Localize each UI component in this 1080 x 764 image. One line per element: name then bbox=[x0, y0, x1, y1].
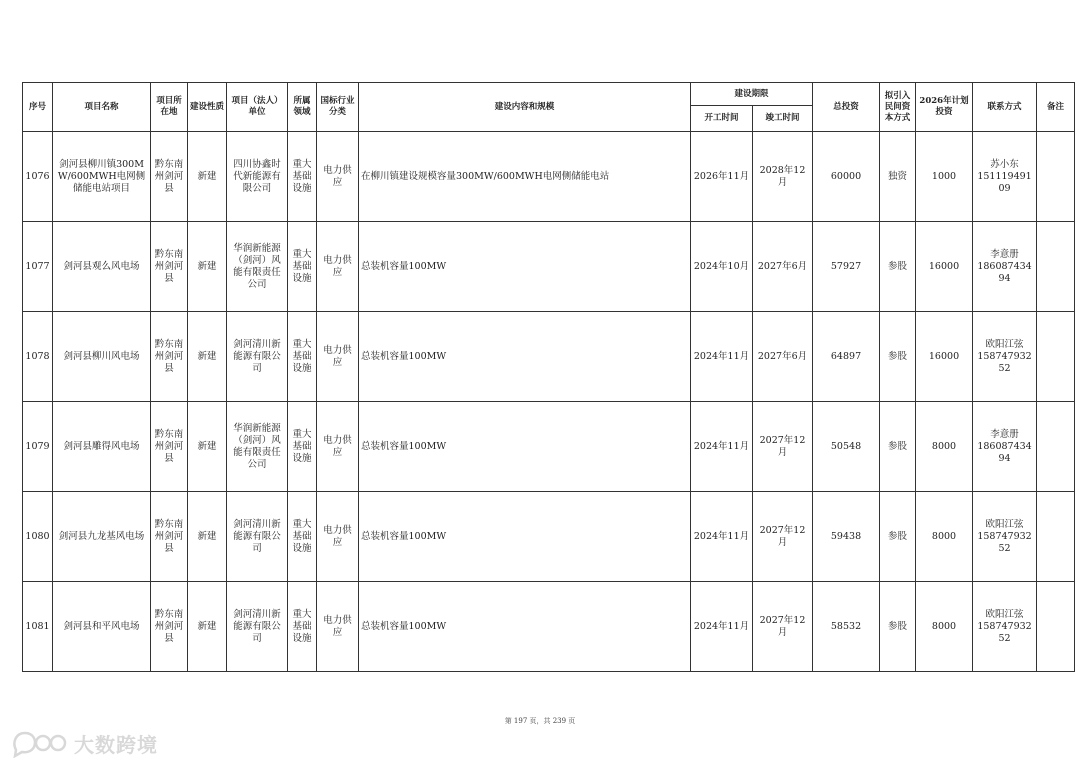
cell-legal-unit: 华润新能源（剑河）风能有限责任公司 bbox=[227, 402, 288, 492]
cell-end: 2027年12月 bbox=[753, 402, 813, 492]
cell-industry: 电力供应 bbox=[317, 312, 359, 402]
cell-nature: 新建 bbox=[188, 402, 227, 492]
cell-private-capital: 参股 bbox=[880, 312, 916, 402]
header-field: 所属领域 bbox=[288, 83, 317, 132]
contact-name: 李意册 bbox=[990, 248, 1019, 260]
contact-name: 欧阳江弦 bbox=[985, 518, 1024, 530]
cell-private-capital: 独资 bbox=[880, 132, 916, 222]
cell-content: 在柳川镇建设规模容量300MW/600MWH电网侧储能电站 bbox=[359, 132, 691, 222]
chat-bubble-logo-icon bbox=[10, 728, 70, 758]
cell-name: 剑河县观么风电场 bbox=[53, 222, 151, 312]
watermark bbox=[10, 728, 158, 758]
header-content: 建设内容和规模 bbox=[359, 83, 691, 132]
cell-field: 重大基础设施 bbox=[288, 132, 317, 222]
cell-contact bbox=[973, 312, 1037, 402]
cell-legal-unit: 四川协鑫时代新能源有限公司 bbox=[227, 132, 288, 222]
table-row bbox=[23, 492, 1075, 582]
cell-seq: 1076 bbox=[23, 132, 53, 222]
cell-content: 总装机容量100MW bbox=[359, 222, 691, 312]
cell-location: 黔东南州剑河县 bbox=[151, 402, 188, 492]
cell-start: 2026年11月 bbox=[691, 132, 753, 222]
header-industry: 国标行业分类 bbox=[317, 83, 359, 132]
cell-start: 2024年10月 bbox=[691, 222, 753, 312]
cell-legal-unit: 华润新能源（剑河）风能有限责任公司 bbox=[227, 222, 288, 312]
cell-plan-2026: 8000 bbox=[916, 402, 973, 492]
header-investment: 总投资 bbox=[813, 83, 880, 132]
cell-name: 剑河县柳川镇300MW/600MWH电网侧储能电站项目 bbox=[53, 132, 151, 222]
cell-industry: 电力供应 bbox=[317, 222, 359, 312]
cell-industry: 电力供应 bbox=[317, 402, 359, 492]
cell-field: 重大基础设施 bbox=[288, 582, 317, 672]
cell-nature: 新建 bbox=[188, 312, 227, 402]
header-legal-unit: 项目（法人）单位 bbox=[227, 83, 288, 132]
cell-remark bbox=[1037, 492, 1075, 582]
contact-phone: 18608743494 bbox=[977, 440, 1032, 464]
table-row bbox=[23, 312, 1075, 402]
cell-end: 2027年6月 bbox=[753, 312, 813, 402]
cell-nature: 新建 bbox=[188, 132, 227, 222]
cell-plan-2026: 1000 bbox=[916, 132, 973, 222]
cell-contact bbox=[973, 492, 1037, 582]
page-footer: 第 197 页，共 239 页 bbox=[504, 717, 576, 725]
cell-content: 总装机容量100MW bbox=[359, 402, 691, 492]
cell-name: 剑河县柳川风电场 bbox=[53, 312, 151, 402]
cell-plan-2026: 8000 bbox=[916, 582, 973, 672]
cell-contact bbox=[973, 582, 1037, 672]
cell-end: 2027年12月 bbox=[753, 492, 813, 582]
cell-legal-unit: 剑河清川新能源有限公司 bbox=[227, 582, 288, 672]
cell-content: 总装机容量100MW bbox=[359, 492, 691, 582]
cell-seq: 1078 bbox=[23, 312, 53, 402]
contact-phone: 15874793252 bbox=[977, 350, 1032, 374]
contact-name: 欧阳江弦 bbox=[985, 608, 1024, 620]
header-name: 项目名称 bbox=[53, 83, 151, 132]
cell-remark bbox=[1037, 132, 1075, 222]
cell-investment: 50548 bbox=[813, 402, 880, 492]
cell-field: 重大基础设施 bbox=[288, 492, 317, 582]
cell-investment: 59438 bbox=[813, 492, 880, 582]
table-row bbox=[23, 402, 1075, 492]
contact-phone: 15874793252 bbox=[977, 530, 1032, 554]
cell-name: 剑河县和平风电场 bbox=[53, 582, 151, 672]
cell-nature: 新建 bbox=[188, 492, 227, 582]
cell-plan-2026: 8000 bbox=[916, 492, 973, 582]
cell-location: 黔东南州剑河县 bbox=[151, 582, 188, 672]
header-seq: 序号 bbox=[23, 83, 53, 132]
header-remark: 备注 bbox=[1037, 83, 1075, 132]
cell-content: 总装机容量100MW bbox=[359, 312, 691, 402]
cell-private-capital: 参股 bbox=[880, 492, 916, 582]
cell-start: 2024年11月 bbox=[691, 402, 753, 492]
cell-end: 2027年6月 bbox=[753, 222, 813, 312]
cell-contact bbox=[973, 222, 1037, 312]
contact-phone: 15111949109 bbox=[977, 170, 1032, 194]
cell-end: 2028年12月 bbox=[753, 132, 813, 222]
cell-private-capital: 参股 bbox=[880, 222, 916, 312]
cell-field: 重大基础设施 bbox=[288, 402, 317, 492]
cell-remark bbox=[1037, 582, 1075, 672]
cell-investment: 57927 bbox=[813, 222, 880, 312]
header-plan-2026: 2026年计划投资 bbox=[916, 83, 973, 132]
cell-content: 总装机容量100MW bbox=[359, 582, 691, 672]
cell-seq: 1080 bbox=[23, 492, 53, 582]
header-start: 开工时间 bbox=[691, 106, 753, 132]
project-table-sheet bbox=[22, 82, 1065, 672]
table-row bbox=[23, 132, 1075, 222]
cell-seq: 1077 bbox=[23, 222, 53, 312]
header-location: 项目所在地 bbox=[151, 83, 188, 132]
header-nature: 建设性质 bbox=[188, 83, 227, 132]
table-row bbox=[23, 222, 1075, 312]
cell-nature: 新建 bbox=[188, 222, 227, 312]
cell-start: 2024年11月 bbox=[691, 582, 753, 672]
contact-phone: 18608743494 bbox=[977, 260, 1032, 284]
cell-industry: 电力供应 bbox=[317, 492, 359, 582]
cell-start: 2024年11月 bbox=[691, 312, 753, 402]
cell-investment: 64897 bbox=[813, 312, 880, 402]
cell-plan-2026: 16000 bbox=[916, 312, 973, 402]
header-private-capital: 拟引入民间资本方式 bbox=[880, 83, 916, 132]
cell-field: 重大基础设施 bbox=[288, 312, 317, 402]
contact-name: 欧阳江弦 bbox=[985, 338, 1024, 350]
project-table bbox=[22, 82, 1075, 672]
cell-private-capital: 参股 bbox=[880, 582, 916, 672]
contact-name: 苏小东 bbox=[990, 158, 1019, 170]
cell-end: 2027年12月 bbox=[753, 582, 813, 672]
cell-location: 黔东南州剑河县 bbox=[151, 312, 188, 402]
contact-name: 李意册 bbox=[990, 428, 1019, 440]
cell-name: 剑河县九龙基风电场 bbox=[53, 492, 151, 582]
cell-legal-unit: 剑河清川新能源有限公司 bbox=[227, 492, 288, 582]
watermark-text: 大数跨境 bbox=[74, 732, 158, 757]
cell-remark bbox=[1037, 312, 1075, 402]
cell-nature: 新建 bbox=[188, 582, 227, 672]
cell-location: 黔东南州剑河县 bbox=[151, 222, 188, 312]
cell-seq: 1081 bbox=[23, 582, 53, 672]
cell-investment: 60000 bbox=[813, 132, 880, 222]
table-header bbox=[23, 83, 1075, 132]
cell-remark bbox=[1037, 402, 1075, 492]
cell-start: 2024年11月 bbox=[691, 492, 753, 582]
cell-remark bbox=[1037, 222, 1075, 312]
cell-contact bbox=[973, 402, 1037, 492]
table-body bbox=[23, 132, 1075, 672]
cell-field: 重大基础设施 bbox=[288, 222, 317, 312]
contact-phone: 15874793252 bbox=[977, 620, 1032, 644]
cell-industry: 电力供应 bbox=[317, 132, 359, 222]
header-period: 建设期限 bbox=[691, 83, 813, 106]
cell-private-capital: 参股 bbox=[880, 402, 916, 492]
header-end: 竣工时间 bbox=[753, 106, 813, 132]
cell-location: 黔东南州剑河县 bbox=[151, 492, 188, 582]
cell-investment: 58532 bbox=[813, 582, 880, 672]
cell-location: 黔东南州剑河县 bbox=[151, 132, 188, 222]
table-row bbox=[23, 582, 1075, 672]
cell-legal-unit: 剑河清川新能源有限公司 bbox=[227, 312, 288, 402]
cell-plan-2026: 16000 bbox=[916, 222, 973, 312]
header-contact: 联系方式 bbox=[973, 83, 1037, 132]
cell-contact bbox=[973, 132, 1037, 222]
cell-industry: 电力供应 bbox=[317, 582, 359, 672]
cell-name: 剑河县雕得风电场 bbox=[53, 402, 151, 492]
cell-seq: 1079 bbox=[23, 402, 53, 492]
